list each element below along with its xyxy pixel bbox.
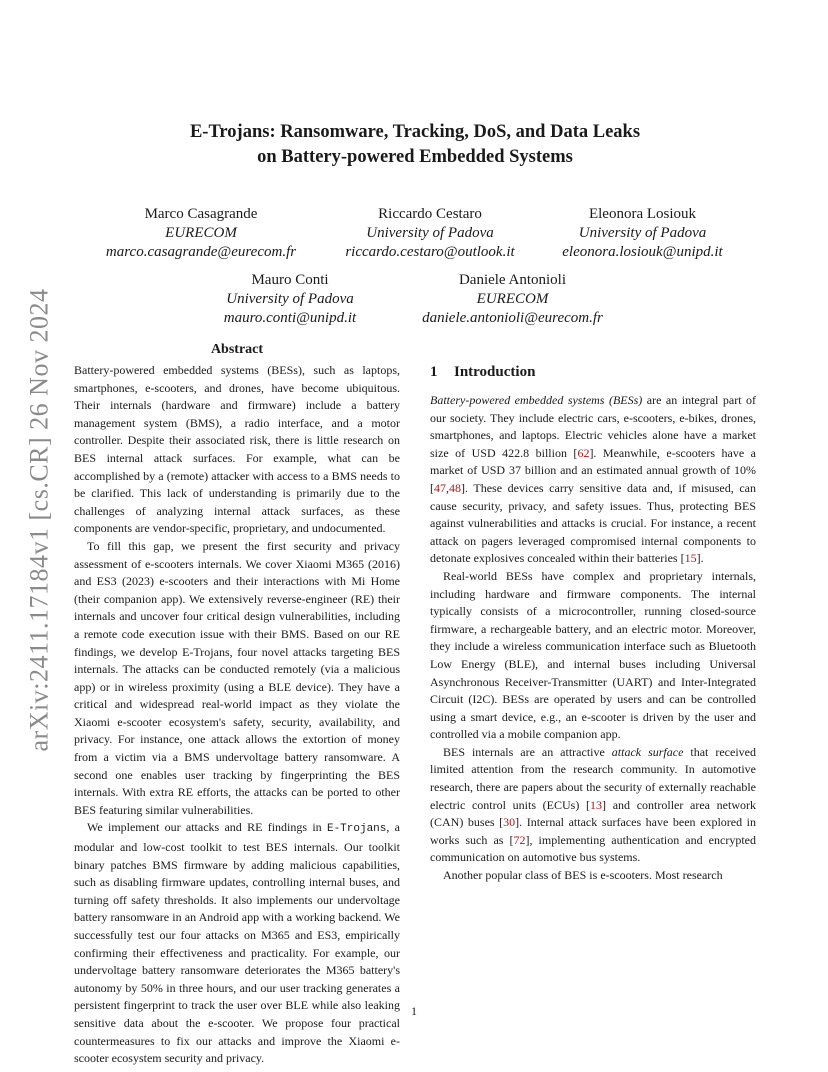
author-name: Daniele Antonioli <box>458 272 567 288</box>
author-block <box>545 205 740 262</box>
text-run: We implement our attacks and RE findings in <box>87 820 327 835</box>
author-affiliation: University of Padova <box>366 225 494 241</box>
author-affiliation: University of Padova <box>578 225 707 241</box>
section-heading <box>430 362 756 382</box>
abstract-heading: Abstract <box>210 342 264 357</box>
author-name: Riccardo Cestaro <box>378 206 482 222</box>
page-number: 1 <box>411 1004 417 1018</box>
text-run: ]. These devices carry sensitive data and, if misused, can cause security, privacy, and safety issues. Thus, protecting BES against vulnerabilities and attacks is crucial. For instance, a recent attack on pagers leveraged compromised internal components to detonate explosives concealed within their batteries [ <box>430 480 756 566</box>
author-email: daniele.antonioli@eurecom.fr <box>422 310 603 326</box>
citation-link[interactable]: 62 <box>577 445 590 460</box>
citation-link[interactable]: 13 <box>590 797 603 812</box>
author-name: Mauro Conti <box>251 272 329 288</box>
abstract-paragraph <box>74 819 400 1067</box>
abstract-paragraph: To fill this gap, we present the first security and privacy assessment of e-scooters internals. We cover Xiaomi M365 (2016) and ES3 (2023) e-scooters and their interactions with Mi Home (their companion app). We extensively reverse-engineer (RE) their internals and uncover four critical design vulnerabilities, including a remote code execution issue with their BMS. Based on our RE findings, we develop E-Trojans, four novel attacks targeting BES internals. The attacks can be conducted remotely (via a malicious app) or in wireless proximity (using a BLE device). They have a critical and widespread real-world impact as they violate the Xiaomi e-scooter ecosystem's safety, security, availability, and privacy. For instance, one attack allows the extortion of money from a victim via a BMS undervoltage battery ransomware. A second one enables user tracking by fingerprinting the BES internals. With extra RE efforts, the attacks can be ported to other BES featuring similar vulnerabilities. <box>74 538 400 817</box>
arxiv-identifier <box>18 280 60 760</box>
text-run: that received limited attention from the research community. In automotive research, there are papers about the security of externally reachable electric control units (ECUs) [ <box>430 744 756 812</box>
emphasis: Battery-powered embedded systems (BESs) <box>430 393 643 407</box>
left-column <box>74 340 400 1068</box>
citation-link[interactable]: 30 <box>503 815 516 830</box>
author-email: mauro.conti@unipd.it <box>223 310 357 326</box>
citation-link[interactable]: 15 <box>684 551 697 566</box>
author-block <box>400 271 625 328</box>
citation-link[interactable]: 72 <box>513 832 526 847</box>
right-column <box>430 344 756 885</box>
title-line-2: on Battery-powered Embedded Systems <box>257 147 573 167</box>
author-affiliation: EURECOM <box>165 225 237 241</box>
text-run: ]. Meanwhile, e-scooters have a market of USD 37 billion and an estimated annual growth of 10% [ <box>430 445 756 495</box>
arxiv-identifier-text: arXiv:2411.17184v1 [cs.CR] 26 Nov 2024 <box>24 288 53 752</box>
section-number: 1 <box>430 364 438 380</box>
text-run: , <box>446 480 449 495</box>
emphasis: attack surface <box>611 744 684 759</box>
author-block <box>90 205 312 262</box>
author-name: Eleonora Losiouk <box>588 206 697 222</box>
author-name: Marco Casagrande <box>144 206 258 222</box>
author-email: riccardo.cestaro@outlook.it <box>345 244 515 260</box>
paper-title <box>100 120 730 170</box>
author-email: marco.casagrande@eurecom.fr <box>105 244 297 260</box>
author-block <box>330 205 530 262</box>
author-affiliation: EURECOM <box>476 291 549 307</box>
intro-paragraph: Real-world BESs have complex and proprietary internals, including hardware and firmware components. The internal typically consists of a microcontroller, running closed-source firmware, a rechargeable battery, and an electric motor. Moreover, they include a wireless communication interface such as Bluetooth Low Energy (BLE), and internal buses including Universal Asynchronous Receiver-Transmitter (UART) and Inter-Integrated Circuit (I2C). BESs are operated by users and can be controlled using a smart device, e.g., an e-scooter is driven by the user and controlled via a mobile companion app. <box>430 568 756 742</box>
abstract-paragraph: Battery-powered embedded systems (BESs), such as laptops, smartphones, e-scooters, and drones, have become ubiquitous. Their internals (hardware and firmware) include a battery management system (BMS), a radio interface, and a motor controller. Despite their associated risk, there is little research on BES internal attack surfaces. For example, what can be accomplished by a (remote) attacker with access to a BMS needs to be clarified. This lack of understanding is primarily due to the challenges of analyzing internal attack surfaces, as these components are vendor-specific, proprietary, and undocumented. <box>74 363 400 536</box>
toolkit-name: E-Trojans <box>326 823 387 836</box>
author-email: eleonora.losiouk@unipd.it <box>562 244 723 260</box>
text-run: ] and controller area network (CAN) buses [ <box>430 797 756 830</box>
text-run: BES internals are an attractive <box>443 744 612 759</box>
text-run: , a modular and low-cost toolkit to test BES internals. Our toolkit binary patches BMS firmware by adding malicious capabilities, such as disabling firmware updates, controlling internal buses, and turning off safety thresholds. It also implements our undervoltage battery ransomware in an Android app with a working backend. We successfully test our four attacks on M365 and ES3, empirically confirming their effectiveness and practicality. For example, our undervoltage battery ransomware deteriorates the M365 battery's autonomy by 50% in three hours, and our user tracking generates a persistent fingerprint to track the user over BLE while also leaking sensitive data about the e-scooter. We propose four practical countermeasures to fix our attacks and improve the Xiaomi e-scooter ecosystem security and privacy. <box>74 820 401 1066</box>
intro-paragraph <box>430 392 756 568</box>
author-block <box>195 271 385 328</box>
text-run: are an integral part of our society. They include electric cars, e-scooters, e-bikes, drones, smartphones, and laptops. Electric vehicles alone have a market size of USD 422.8 billion [ <box>430 393 757 460</box>
text-run: ]. <box>696 551 704 566</box>
author-affiliation: University of Padova <box>226 291 354 307</box>
intro-paragraph <box>430 744 756 867</box>
text-run: ], implementing authentication and encrypted communication on automotive bus systems. <box>430 832 756 865</box>
citation-link[interactable]: 48 <box>449 480 461 495</box>
citation-link[interactable]: 47 <box>434 480 446 495</box>
section-title: Introduction <box>454 364 536 380</box>
title-line-1: E-Trojans: Ransomware, Tracking, DoS, and Data Leaks <box>189 122 641 142</box>
text-run: ]. Internal attack surfaces have been explored in works such as [ <box>430 815 757 847</box>
intro-paragraph: Another popular class of BES is e-scooters. Most research <box>443 868 723 883</box>
